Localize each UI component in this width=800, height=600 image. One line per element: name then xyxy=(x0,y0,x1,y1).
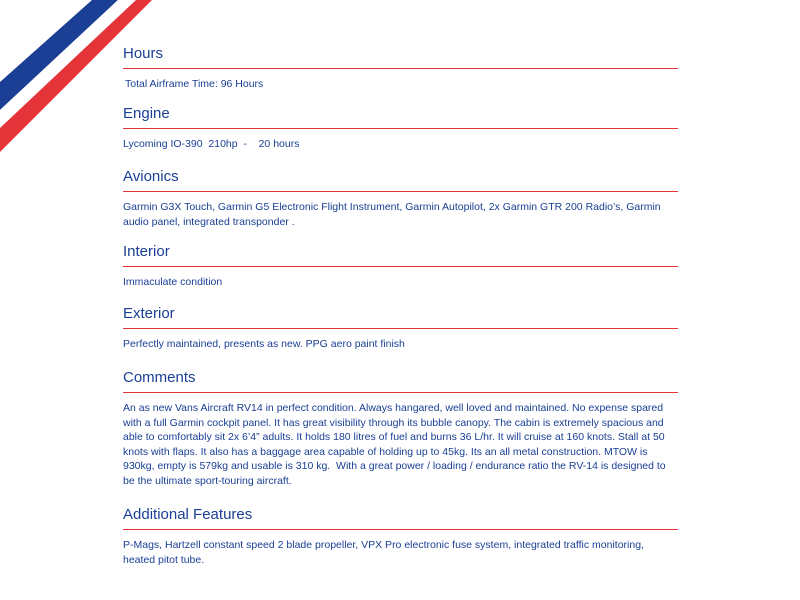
section-divider xyxy=(123,266,678,267)
section-title: Interior xyxy=(123,243,170,260)
section-body: Lycoming IO-390 210hp - 20 hours xyxy=(123,138,300,150)
section-body: P-Mags, Hartzell constant speed 2 blade propeller, VPX Pro electronic fuse system, integrated traffic monitoring, heated pitot tube. xyxy=(123,539,647,566)
section-body: Perfectly maintained, presents as new. PPG aero paint finish xyxy=(123,338,405,350)
section-hours xyxy=(123,45,678,92)
section-exterior xyxy=(123,305,678,352)
section-title: Hours xyxy=(123,45,164,62)
section-comments xyxy=(123,369,678,488)
section-avionics xyxy=(123,168,678,229)
section-additional-features xyxy=(123,506,678,567)
section-divider xyxy=(123,191,678,192)
section-body: Total Airframe Time: 96 Hours xyxy=(125,78,264,90)
section-divider xyxy=(123,529,678,530)
section-divider xyxy=(123,328,678,329)
section-divider xyxy=(123,392,678,393)
section-title: Avionics xyxy=(123,168,179,185)
section-body: Garmin G3X Touch, Garmin G5 Electronic Flight Instrument, Garmin Autopilot, 2x Garmin GTR 200 Radio’s, Garmin audio panel, integrated transponder . xyxy=(123,201,664,228)
section-title: Additional Features xyxy=(123,506,253,523)
section-title: Comments xyxy=(123,369,196,386)
section-body: Immaculate condition xyxy=(123,276,223,288)
section-divider xyxy=(123,128,678,129)
section-title: Engine xyxy=(123,105,170,122)
section-engine xyxy=(123,105,678,152)
section-divider xyxy=(123,68,678,69)
section-title: Exterior xyxy=(123,305,175,322)
section-body: An as new Vans Aircraft RV14 in perfect condition. Always hangared, well loved and maintained. No expense spared with a full Garmin cockpit panel. It has great visibility through its bubble canopy. The cabin is extremely spacious and able to comfortably sit 2x 6’4” adults. It holds 180 litres of fuel and burns 36 L/hr. It will cruise at 160 knots. Stall at 50 knots with flaps. It also has a baggage area capable of holding up to 45kg. Its an all metal construction. MTOW is 930kg, empty is 579kg and usable is 310 kg. With a great power / loading / endurance ratio the RV-14 is designed to be the ultimate sport-touring aircraft. xyxy=(123,402,669,487)
section-interior xyxy=(123,243,678,290)
